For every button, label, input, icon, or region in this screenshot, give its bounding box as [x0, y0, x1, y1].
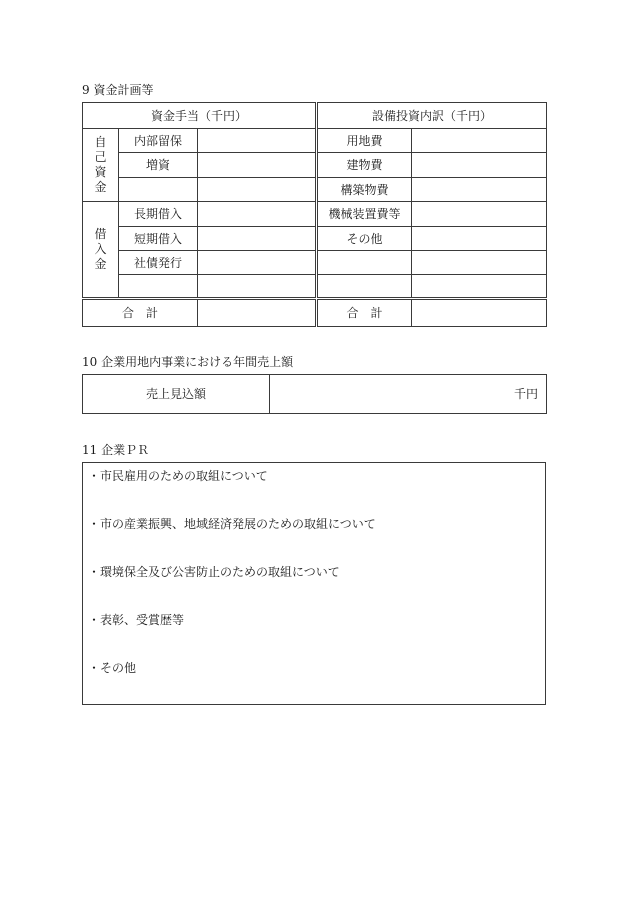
pr-item: ・その他 — [88, 661, 137, 675]
investment-value-cell — [412, 275, 547, 299]
section-10-title: 10 企業用地内事業における年間売上額 — [82, 355, 294, 369]
annual-sales-table — [82, 374, 547, 414]
pr-item: ・市の産業振興、地域経済発展のための取組について — [88, 517, 376, 531]
funding-value-cell — [198, 227, 316, 251]
investment-value-cell — [412, 129, 547, 153]
pr-item: ・表彰、受賞歴等 — [88, 613, 185, 627]
own-capital-label: 自己資金 — [94, 135, 107, 194]
pr-item: ・環境保全及び公害防止のための取組について — [88, 565, 340, 579]
funding-value-cell — [198, 129, 316, 153]
pr-item: ・市民雇用のための取組について — [88, 469, 268, 483]
investment-value-cell — [412, 251, 547, 275]
funding-total-label: 合 計 — [83, 299, 198, 327]
borrowing-group-cell — [83, 202, 119, 299]
sales-estimate-label: 売上見込額 — [83, 375, 270, 414]
investment-item-blank — [318, 251, 412, 275]
investment-item-blank — [318, 275, 412, 299]
funding-value-cell — [198, 275, 316, 299]
investment-item-label: 構築物費 — [318, 178, 412, 202]
borrowing-label: 借入金 — [94, 227, 107, 271]
investment-value-cell — [412, 178, 547, 202]
funding-item-label: 短期借入 — [119, 227, 198, 251]
investment-total-label: 合 計 — [318, 299, 412, 327]
investment-value-cell — [412, 153, 547, 178]
funding-value-cell — [198, 251, 316, 275]
investment-total-value-cell — [412, 299, 547, 327]
investment-value-cell — [412, 227, 547, 251]
funding-value-cell — [198, 202, 316, 227]
funding-value-cell — [198, 178, 316, 202]
funding-total-value-cell — [198, 299, 316, 327]
section-9-title: 9 資金計画等 — [82, 83, 154, 97]
funding-item-label: 社債発行 — [119, 251, 198, 275]
funding-item-blank — [119, 178, 198, 202]
investment-item-label: 機械装置費等 — [318, 202, 412, 227]
funding-item-label: 長期借入 — [119, 202, 198, 227]
investment-item-label: 用地費 — [318, 129, 412, 153]
funding-item-blank — [119, 275, 198, 299]
investment-item-label: 建物費 — [318, 153, 412, 178]
funding-value-cell — [198, 153, 316, 178]
investment-item-label: その他 — [318, 227, 412, 251]
funding-item-label: 内部留保 — [119, 129, 198, 153]
company-pr-box — [82, 462, 546, 705]
section-11-title: 11 企業ＰＲ — [82, 443, 150, 457]
investment-value-cell — [412, 202, 547, 227]
investment-header: 設備投資内訳（千円） — [318, 103, 547, 129]
funding-table — [82, 102, 316, 327]
funding-item-label: 増資 — [119, 153, 198, 178]
investment-table — [317, 102, 547, 327]
funding-header: 資金手当（千円） — [83, 103, 316, 129]
sales-estimate-unit: 千円 — [270, 375, 547, 414]
own-capital-group-cell — [83, 129, 119, 202]
